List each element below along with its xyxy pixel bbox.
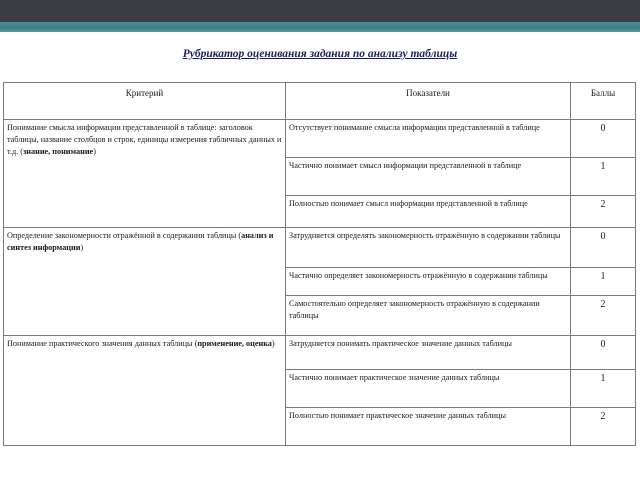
indicator-cell: Частично понимает смысл информации представленной в таблице (286, 158, 571, 196)
criterion-close: ) (93, 146, 96, 156)
table-row (4, 336, 636, 370)
score-cell: 0 (571, 120, 636, 158)
table-row (4, 120, 636, 158)
criterion-cell (4, 120, 286, 228)
criterion-emphasis: знание, понимание (23, 146, 94, 156)
slide-accent-strip (0, 22, 640, 32)
slide-title (0, 48, 640, 60)
score-cell: 2 (571, 196, 636, 228)
header-criterion: Критерий (4, 83, 286, 120)
indicator-cell: Частично определяет закономерность отражённую в содержании таблицы (286, 268, 571, 296)
criterion-emphasis: анализ и синтез информации (7, 231, 274, 252)
score-cell: 2 (571, 296, 636, 336)
indicator-cell: Полностью понимает смысл информации представленной в таблице (286, 196, 571, 228)
criterion-close: ) (271, 339, 275, 348)
table-row (4, 228, 636, 268)
indicator-cell: Затрудняется определять закономерность отражённую в содержании таблицы (286, 228, 571, 268)
criterion-text: Понимание смысла информации представленной в таблице: заголовок таблицы, название столбцов и строк, единицы измерения табличных данных и т.д. ( (7, 123, 282, 156)
header-indicators: Показатели (286, 83, 571, 120)
criterion-text: Определение закономерности отражённой в содержании таблицы ( (7, 231, 242, 240)
criterion-close: ) (80, 242, 84, 252)
criterion-cell (4, 228, 286, 336)
score-cell: 1 (571, 158, 636, 196)
rubric-table (3, 82, 636, 446)
criterion-emphasis: применение, оценка (197, 339, 272, 348)
slide-top-band (0, 0, 640, 22)
score-cell: 1 (571, 370, 636, 408)
indicator-cell: Частично понимает практическое значение данных таблицы (286, 370, 571, 408)
criterion-cell (4, 336, 286, 446)
indicator-cell: Самостоятельно определяет закономерность отражённую в содержании таблицы (286, 296, 571, 336)
criterion-text: Понимание практического значения данных таблицы ( (7, 339, 198, 348)
indicator-cell: Отсутствует понимание смысла информации представленной в таблице (286, 120, 571, 158)
score-cell: 2 (571, 408, 636, 446)
indicator-cell: Полностью понимает практическое значение данных таблицы (286, 408, 571, 446)
score-cell: 1 (571, 268, 636, 296)
slide-title-text: Рубрикатор оценивания задания по анализу таблицы (182, 48, 458, 60)
score-cell: 0 (571, 336, 636, 370)
indicator-cell: Затрудняется понимать практическое значение данных таблицы (286, 336, 571, 370)
header-row (4, 83, 636, 120)
header-score: Баллы (571, 83, 636, 120)
score-cell: 0 (571, 228, 636, 268)
